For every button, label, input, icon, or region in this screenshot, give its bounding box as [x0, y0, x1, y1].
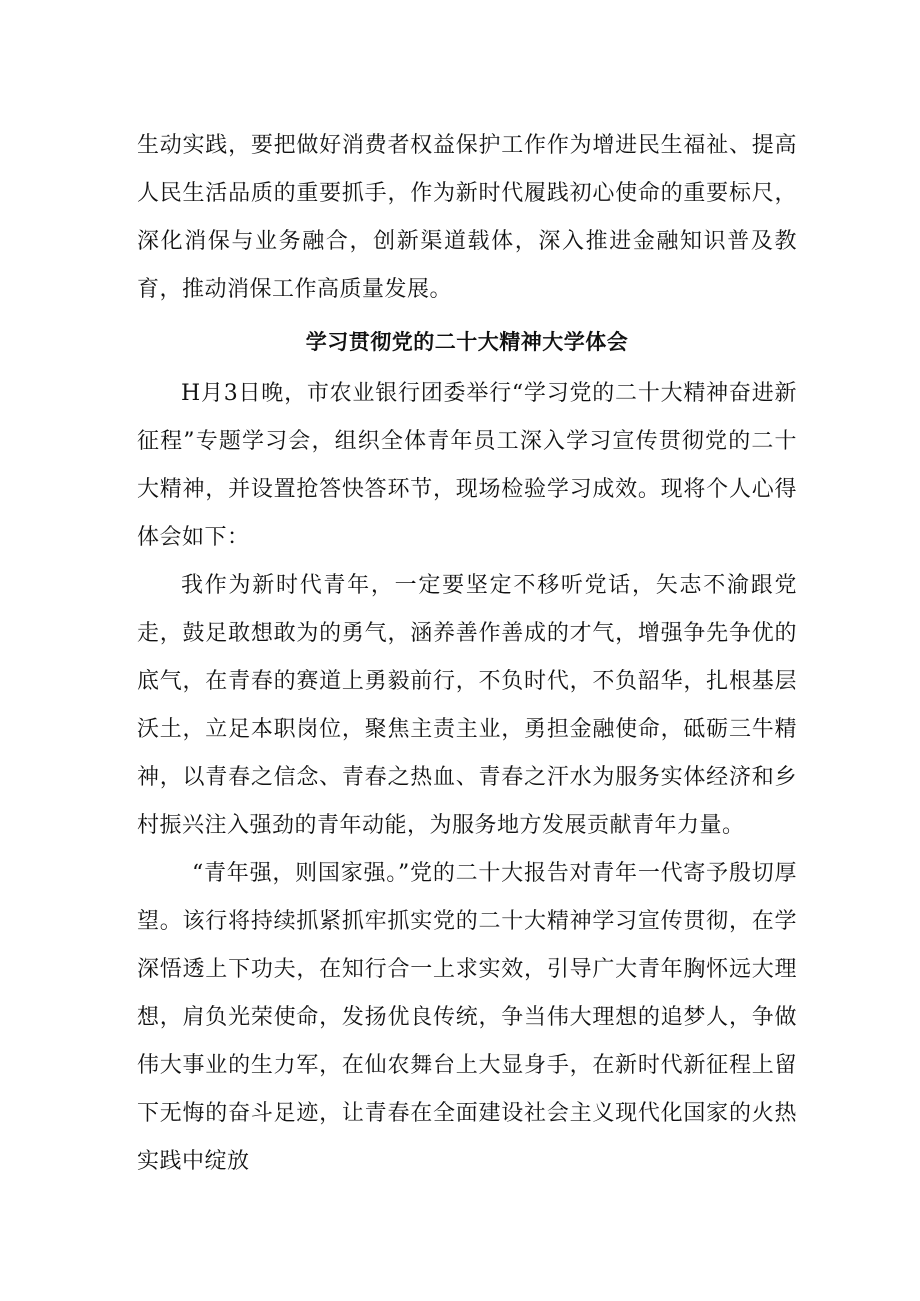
section-title: 学习贯彻党的二十大精神大学体会 [305, 330, 629, 354]
document-body [137, 122, 797, 1186]
paragraph-consumer-protection: 生动实践，要把做好消费者权益保护工作作为增进民生福祉、提高人民生活品质的重要抓手，作为新时代履践初心使命的重要标尺，深化消保与业务融合，创新渠道载体，深入推进金融知识普及教育，推动消保工作高质量发展。 [137, 133, 797, 302]
paragraph-youth-strong: “青年强，则国家强。”党的二十大报告对青年一代寄予殷切厚望。该行将持续抓紧抓牢抓实党的二十大精神学习宣传贯彻，在学深悟透上下功夫，在知行合一上求实效，引导广大青年胸怀远大理想，肩负光荣使命，发扬优良传统，争当伟大理想的追梦人，争做伟大事业的生力军，在仙农舞台上大显身手，在新时代新征程上留下无悔的奋斗足迹，让青春在全面建设社会主义现代化国家的火热实践中绽放 [137, 861, 797, 1174]
paragraph-study-session: H月3日晚，市农业银行团委举行“学习党的二十大精神奋进新征程”专题学习会，组织全体青年员工深入学习宣传贯彻党的二十大精神，并设置抢答快答环节，现场检验学习成效。现将个人心得体会如下： [137, 381, 797, 550]
paragraph-youth-commitment: 我作为新时代青年，一定要坚定不移听党话，矢志不渝跟党走，鼓足敢想敢为的勇气，涵养善作善成的才气，增强争先争优的底气，在青春的赛道上勇毅前行，不负时代，不负韶华，扎根基层沃土，立足本职岗位，聚焦主责主业，勇担金融使命，砥砺三牛精神，以青春之信念、青春之热血、青春之汗水为服务实体经济和乡村振兴注入强劲的青年动能，为服务地方发展贡献青年力量。 [137, 573, 797, 838]
